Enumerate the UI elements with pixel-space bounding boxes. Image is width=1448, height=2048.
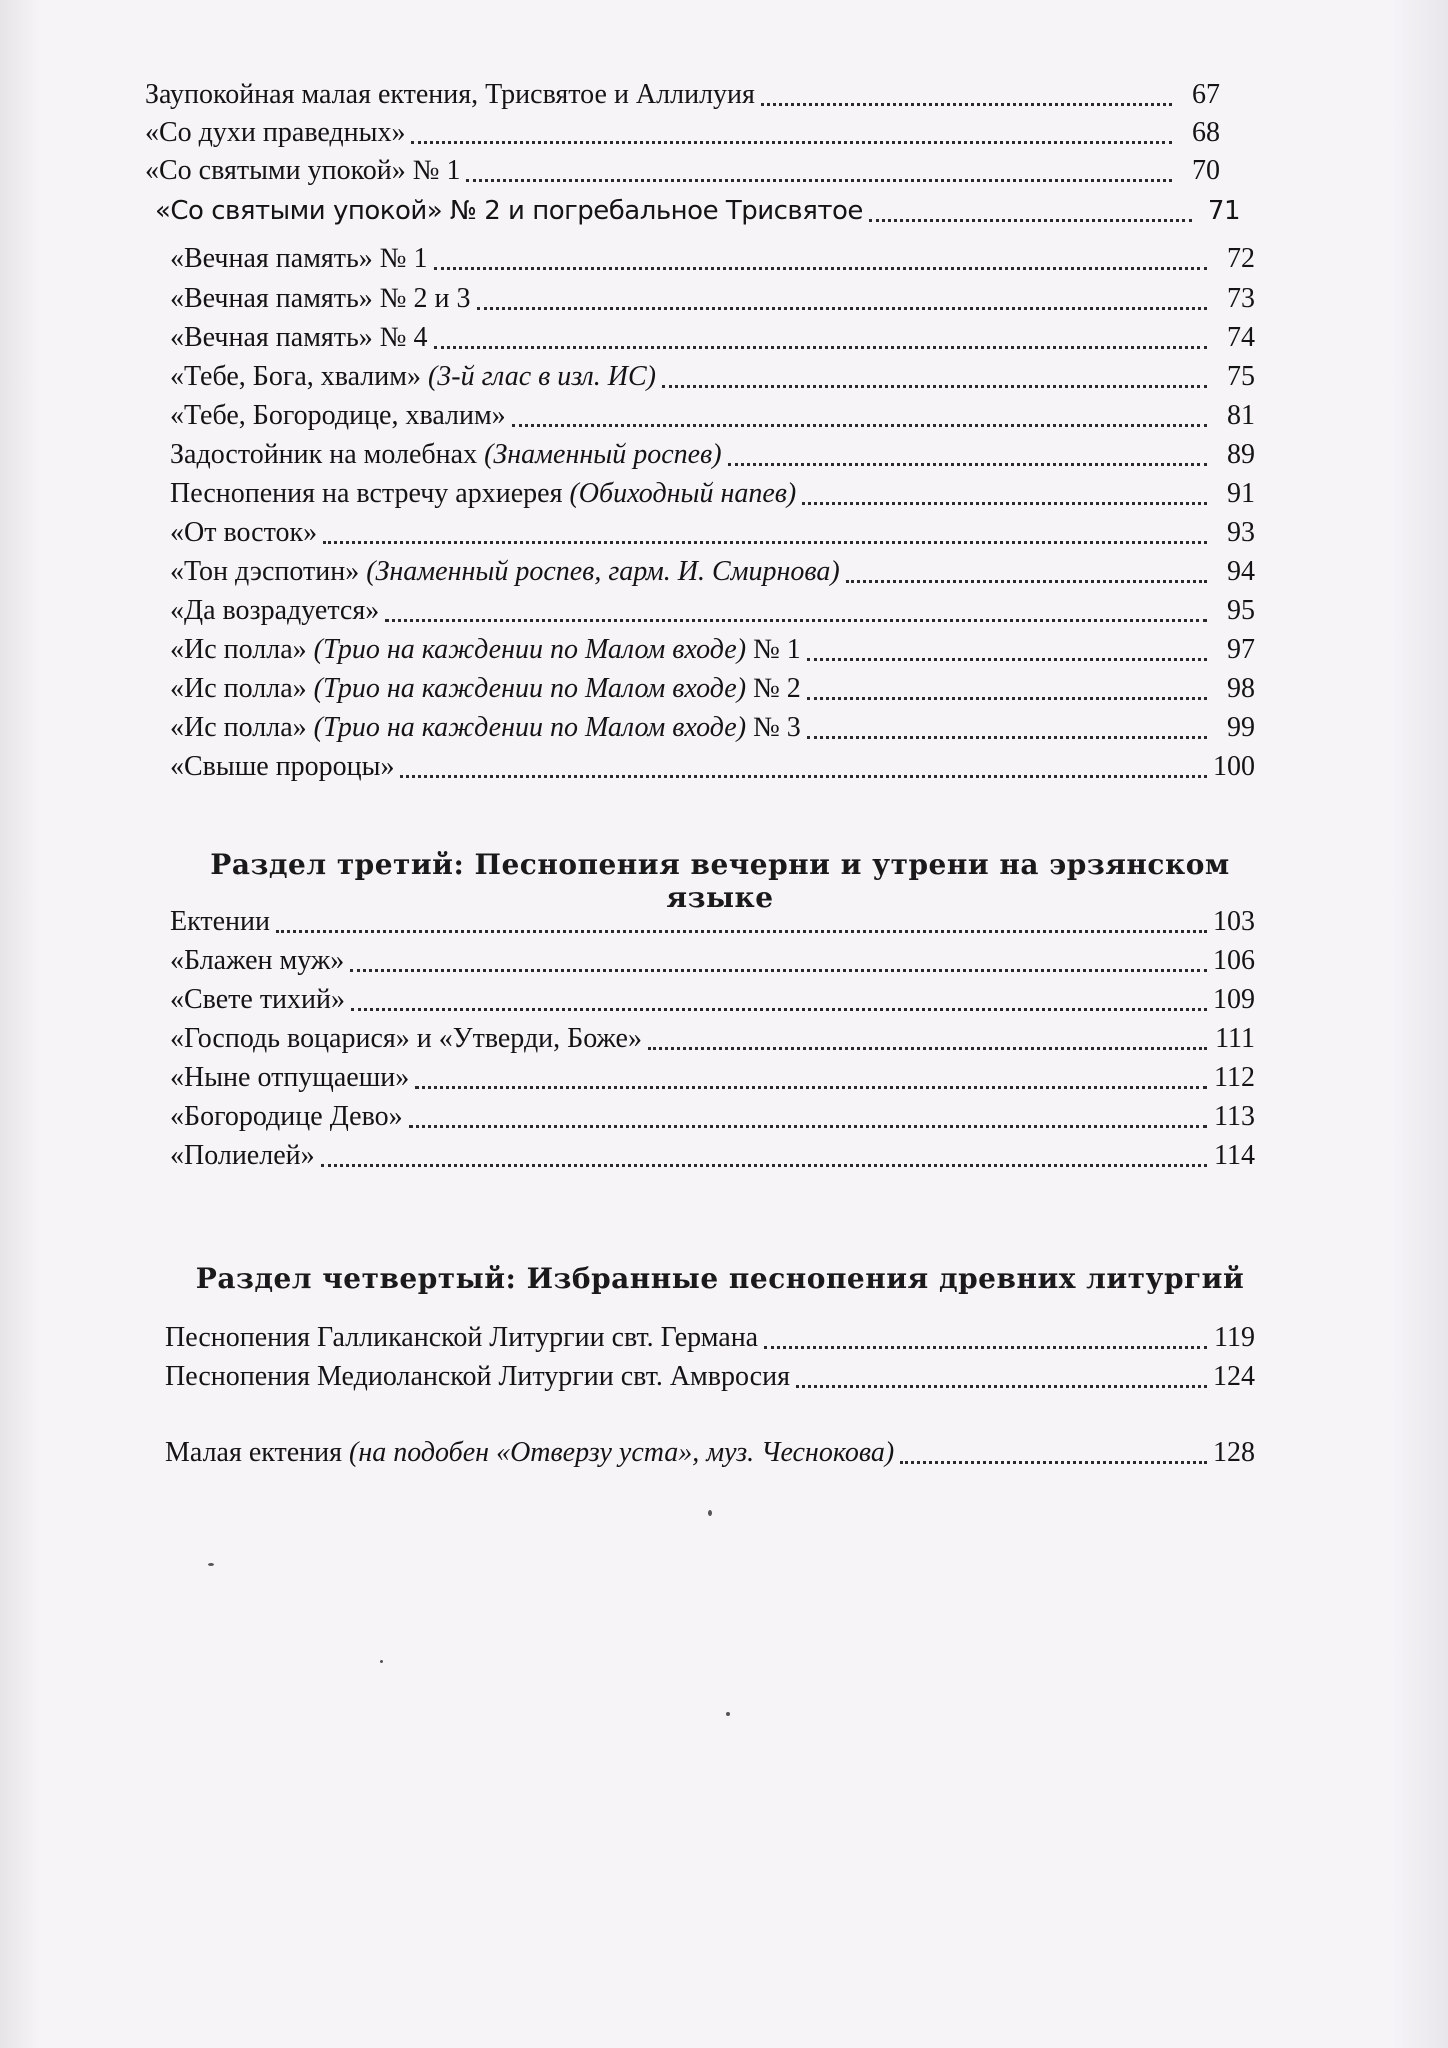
leader-dots	[434, 346, 1207, 349]
entry-title: «Вечная память» № 4	[170, 322, 428, 353]
toc-entry	[170, 905, 1255, 939]
entry-title: «Господь воцарися» и «Утверди, Боже»	[170, 1023, 642, 1054]
entry-page: 103	[1213, 906, 1255, 937]
entry-page: 95	[1227, 595, 1255, 626]
entry-title: Ектении	[170, 906, 270, 937]
leader-dots	[900, 1461, 1207, 1464]
scan-speck	[208, 1563, 214, 1566]
leader-dots	[761, 103, 1172, 106]
entry-title: «Свете тихий»	[170, 984, 346, 1015]
entry-title: «Ис полла» (Трио на каждении по Малом входе) № 3	[170, 712, 801, 743]
entry-subtitle: (Трио на каждении по Малом входе)	[313, 634, 747, 665]
leader-dots	[807, 658, 1207, 661]
entry-page: 71	[1207, 196, 1240, 226]
toc-entry	[165, 1436, 1255, 1470]
leader-dots	[807, 697, 1207, 700]
section-heading: Раздел четвертый: Избранные песнопения древних литургий	[195, 1262, 1245, 1295]
entry-title: «Блажен муж»	[170, 945, 345, 976]
entry-page: 119	[1214, 1322, 1255, 1353]
toc-entry	[170, 282, 1255, 316]
toc-entry	[170, 438, 1255, 472]
toc-entry	[170, 711, 1255, 745]
entry-page: 114	[1214, 1140, 1255, 1171]
leader-dots	[350, 969, 1207, 972]
entry-page: 68	[1192, 117, 1220, 148]
entry-page: 93	[1227, 517, 1255, 548]
toc-entry	[170, 1061, 1255, 1095]
entry-title: «Богородице Дево»	[170, 1101, 403, 1132]
entry-page: 106	[1213, 945, 1255, 976]
entry-title: Песнопения Медиоланской Литургии свт. Амвросия	[165, 1361, 790, 1392]
entry-subtitle: (Знаменный роспев, гарм. И. Смирнова)	[366, 556, 840, 587]
toc-entry	[170, 477, 1255, 511]
toc-entry	[170, 242, 1255, 276]
leader-dots	[323, 541, 1207, 544]
entry-page: 72	[1227, 243, 1255, 274]
entry-page: 109	[1213, 984, 1255, 1015]
toc-entry	[170, 672, 1255, 706]
toc-entry	[170, 983, 1255, 1017]
toc-entry	[170, 633, 1255, 667]
leader-dots	[728, 463, 1207, 466]
entry-page: 75	[1227, 361, 1255, 392]
entry-title: «Свыше пророцы»	[170, 751, 395, 782]
entry-subtitle: (Обиходный напев)	[569, 478, 797, 509]
leader-dots	[276, 930, 1207, 933]
entry-title: Песнопения на встречу архиерея (Обиходный напев)	[170, 478, 797, 509]
entry-title: Малая ектения (на подобен «Отверзу уста», муз. Чеснокова)	[165, 1437, 895, 1468]
entry-subtitle: (Трио на каждении по Малом входе)	[313, 712, 747, 743]
leader-dots	[321, 1164, 1207, 1167]
scan-speck	[726, 1712, 730, 1716]
entry-page: 70	[1192, 155, 1220, 186]
entry-page: 94	[1227, 556, 1255, 587]
entry-title: Песнопения Галликанской Литургии свт. Германа	[165, 1322, 759, 1353]
toc-entry	[165, 1360, 1255, 1394]
entry-title: «Со святыми упокой» № 2 и погребальное Трисвятое	[155, 196, 863, 226]
section-heading: Раздел третий: Песнопения вечерни и утрени на эрзянском языке	[210, 848, 1230, 914]
leader-dots	[411, 141, 1172, 144]
leader-dots	[385, 619, 1207, 622]
entry-title: «Тебе, Богородице, хвалим»	[170, 400, 506, 431]
scan-speck	[708, 1510, 712, 1516]
entry-page: 74	[1227, 322, 1255, 353]
leader-dots	[409, 1125, 1207, 1128]
entry-page: 89	[1227, 439, 1255, 470]
leader-dots	[802, 502, 1207, 505]
toc-entry	[170, 750, 1255, 784]
leader-dots	[512, 424, 1207, 427]
entry-page: 124	[1213, 1361, 1255, 1392]
toc-entry	[170, 594, 1255, 628]
toc-entry	[170, 1022, 1255, 1056]
entry-title: Задостойник на молебнах (Знаменный роспев)	[170, 439, 722, 470]
toc-entry	[170, 516, 1255, 550]
entry-title: «Со святыми упокой» № 1	[145, 155, 461, 186]
entry-title: «Тон дэспотин» (Знаменный роспев, гарм. И. Смирнова)	[170, 556, 840, 587]
entry-page: 73	[1227, 283, 1255, 314]
entry-title: Заупокойная малая ектения, Трисвятое и Аллилуия	[145, 79, 755, 110]
entry-title: «Полиелей»	[170, 1140, 315, 1171]
entry-title: «Ис полла» (Трио на каждении по Малом входе) № 2	[170, 673, 801, 704]
entry-title: «От восток»	[170, 517, 318, 548]
toc-entry	[170, 555, 1255, 589]
toc-entry	[170, 399, 1255, 433]
leader-dots	[807, 736, 1207, 739]
entry-subtitle: (на подобен «Отверзу уста», муз. Чеснокова)	[349, 1437, 895, 1468]
entry-page: 100	[1213, 751, 1255, 782]
leader-dots	[351, 1008, 1207, 1011]
entry-page: 67	[1192, 79, 1220, 110]
leader-dots	[434, 267, 1207, 270]
toc-entry	[145, 154, 1220, 188]
toc-entry	[170, 360, 1255, 394]
toc-entry	[170, 1139, 1255, 1173]
toc-entry	[170, 321, 1255, 355]
toc-entry	[170, 1100, 1255, 1134]
leader-dots	[846, 580, 1207, 583]
entry-page: 91	[1227, 478, 1255, 509]
entry-title: «Ныне отпущаеши»	[170, 1062, 410, 1093]
entry-page: 97	[1227, 634, 1255, 665]
leader-dots	[400, 775, 1207, 778]
entry-subtitle: (Знаменный роспев)	[484, 439, 722, 470]
entry-title: «Да возрадуется»	[170, 595, 380, 626]
entry-subtitle: (Трио на каждении по Малом входе)	[313, 673, 747, 704]
entry-title: «Тебе, Бога, хвалим» (3-й глас в изл. ИС)	[170, 361, 656, 392]
entry-page: 112	[1214, 1062, 1255, 1093]
leader-dots	[869, 219, 1192, 222]
entry-title: «Вечная память» № 1	[170, 243, 428, 274]
entry-subtitle: (3-й глас в изл. ИС)	[427, 361, 656, 392]
entry-page: 128	[1213, 1437, 1255, 1468]
toc-entry-handwritten	[155, 194, 1240, 228]
entry-page: 111	[1215, 1023, 1255, 1054]
toc-entry	[165, 1321, 1255, 1355]
leader-dots	[662, 385, 1207, 388]
entry-page: 113	[1214, 1101, 1255, 1132]
leader-dots	[648, 1047, 1207, 1050]
entry-page: 99	[1227, 712, 1255, 743]
entry-page: 98	[1227, 673, 1255, 704]
leader-dots	[477, 307, 1208, 310]
scan-speck	[380, 1660, 383, 1663]
toc-entry	[145, 78, 1220, 112]
leader-dots	[796, 1385, 1207, 1388]
entry-page: 81	[1227, 400, 1255, 431]
leader-dots	[415, 1086, 1207, 1089]
toc-entry	[145, 116, 1220, 150]
entry-title: «Вечная память» № 2 и 3	[170, 283, 471, 314]
leader-dots	[764, 1346, 1207, 1349]
entry-title: «Ис полла» (Трио на каждении по Малом входе) № 1	[170, 634, 801, 665]
leader-dots	[466, 179, 1172, 182]
entry-title: «Со духи праведных»	[145, 117, 406, 148]
toc-entry	[170, 944, 1255, 978]
